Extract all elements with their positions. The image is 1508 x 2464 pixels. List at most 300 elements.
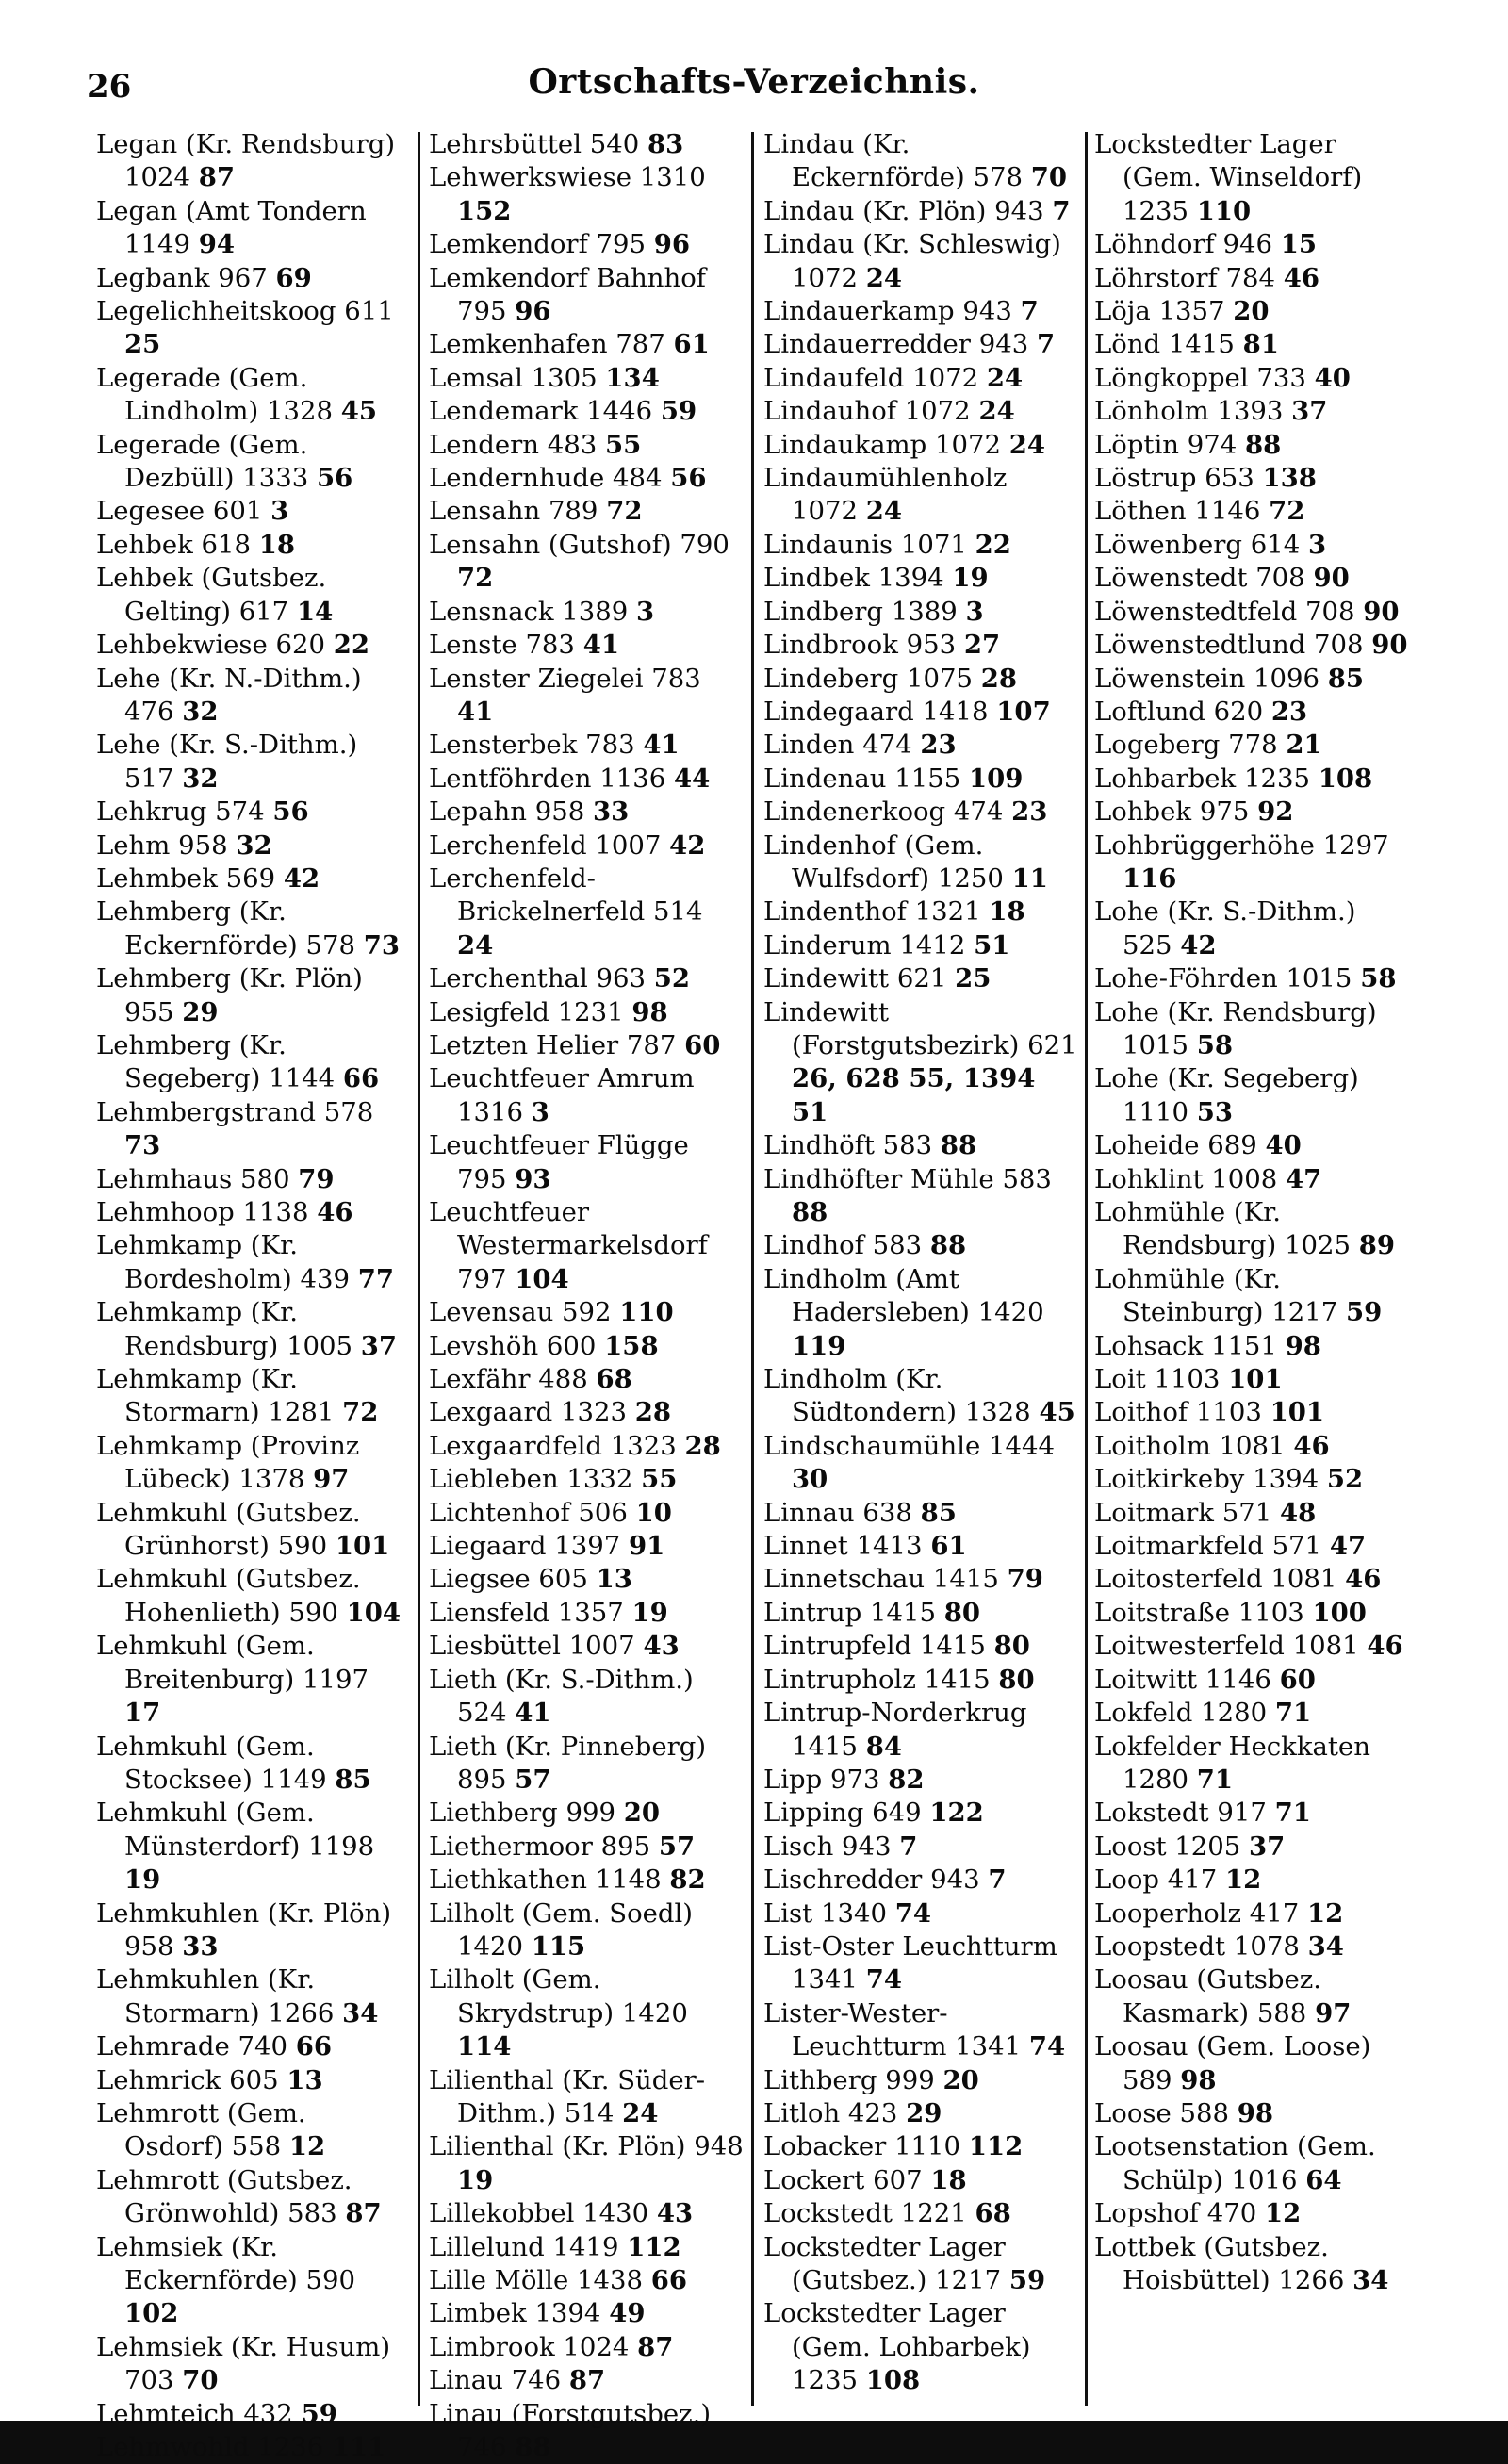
index-entry	[429, 596, 744, 629]
index-entry	[96, 562, 411, 629]
place-name: Lipping	[763, 1798, 864, 1829]
page-reference: 101	[335, 1531, 390, 1562]
index-entry	[96, 729, 411, 796]
index-entry	[96, 2164, 411, 2231]
index-entry	[1094, 1363, 1409, 1396]
index-entry	[429, 629, 744, 662]
page-reference: 61	[673, 329, 710, 360]
index-entry	[429, 1029, 744, 1062]
place-name: Lohbrüggerhöhe	[1094, 830, 1315, 861]
page-reference: 13	[287, 2064, 323, 2095]
page-reference: 26, 628 55, 1394 51	[792, 1063, 1036, 1127]
index-entry	[429, 395, 744, 428]
index-entry	[429, 328, 744, 361]
register-number: 1446	[586, 396, 653, 427]
index-entry	[96, 529, 411, 562]
place-name: Lexfähr	[429, 1364, 531, 1395]
index-entry	[763, 1530, 1078, 1563]
place-name: Lensahn (Gutshof)	[429, 529, 672, 560]
register-number: 943	[842, 1831, 892, 1862]
page-reference: 52	[653, 963, 691, 994]
register-number: 580	[240, 1163, 290, 1194]
page-reference: 115	[531, 1930, 586, 1962]
index-entry	[96, 2431, 411, 2464]
index-entry	[1094, 395, 1409, 428]
place-name: Lindau (Kr. Plön)	[763, 195, 987, 226]
register-number: 569	[225, 862, 276, 894]
index-entry	[1094, 596, 1409, 629]
register-number: 975	[1199, 797, 1250, 828]
register-number: 1072	[792, 496, 858, 527]
place-name: Lockstedter Lager (Gem. Winseldorf)	[1094, 129, 1363, 193]
page-reference: 45	[1039, 1397, 1075, 1428]
place-name: Lehmkamp (Kr. Rendsburg)	[96, 1297, 298, 1361]
register-number: 1310	[639, 162, 706, 193]
index-entry	[96, 663, 411, 730]
place-name: Lohe (Kr. S.-Dithm.)	[1094, 896, 1356, 928]
page-reference: 53	[1196, 1096, 1234, 1127]
register-number: 1418	[922, 696, 989, 727]
place-name: Loit	[1094, 1364, 1146, 1395]
page-reference: 56	[272, 797, 309, 828]
register-number: 484	[613, 463, 663, 494]
place-name: Loost	[1094, 1831, 1167, 1862]
register-number: 621	[1027, 1029, 1077, 1060]
index-entry	[1094, 1864, 1409, 1897]
page-reference: 21	[1286, 730, 1322, 761]
register-number: 1323	[560, 1397, 627, 1428]
register-number: 1332	[566, 1464, 633, 1495]
page-reference: 19	[124, 1864, 161, 1896]
page-number: 26	[87, 68, 132, 106]
index-entry	[429, 763, 744, 796]
page-reference: 114	[457, 2031, 512, 2062]
register-number: 590	[305, 2265, 356, 2295]
page-reference: 90	[1371, 630, 1408, 661]
index-entry	[763, 1764, 1078, 1797]
index-entry	[96, 1897, 411, 1964]
page-reference: 111	[332, 2432, 386, 2463]
place-name: Lentföhrden	[429, 763, 592, 794]
register-number: 1015	[1123, 1029, 1188, 1060]
page-reference: 42	[1180, 929, 1217, 961]
index-entry	[1094, 1697, 1409, 1730]
register-number: 1081	[1292, 1631, 1359, 1662]
index-entry	[763, 663, 1078, 696]
place-name: Liethermoor	[429, 1831, 593, 1862]
page-reference: 87	[637, 2331, 674, 2362]
place-name: Lemkenhafen	[429, 329, 608, 360]
index-entry	[96, 262, 411, 295]
page-reference: 7	[1020, 296, 1039, 327]
page-reference: 83	[647, 129, 684, 159]
place-name: List-Oster Leuchtturm	[763, 1930, 1057, 1962]
page-reference: 47	[1286, 1163, 1322, 1194]
register-number: 583	[1002, 1163, 1052, 1194]
index-entry	[429, 2398, 744, 2464]
register-number: 746	[457, 2432, 507, 2463]
place-name: Lillekobbel	[429, 2198, 575, 2229]
index-entry	[96, 295, 411, 362]
place-name: Linden	[763, 730, 855, 761]
index-entry	[1094, 1664, 1409, 1697]
register-number: 621	[896, 963, 947, 994]
page-reference: 51	[974, 929, 1010, 961]
register-number: 588	[1179, 2097, 1230, 2128]
register-number: 1149	[260, 1764, 327, 1795]
page-reference: 46	[1283, 262, 1320, 293]
register-number: 638	[862, 1497, 912, 1528]
place-name: Lohe (Kr. Segeberg)	[1094, 1063, 1359, 1094]
index-entry	[763, 1997, 1078, 2064]
page-reference: 87	[345, 2198, 382, 2229]
place-name: Lehmkamp (Provinz Lübeck)	[96, 1430, 360, 1495]
place-name: Lexgaard	[429, 1397, 553, 1428]
place-name: Legerade (Gem. Lindholm)	[96, 362, 308, 427]
place-name: Lensterbek	[429, 730, 578, 761]
register-number: 1297	[1322, 830, 1389, 861]
index-entry	[763, 1630, 1078, 1663]
index-entry	[429, 1363, 744, 1396]
index-entry	[429, 2264, 744, 2297]
register-number: 1198	[308, 1831, 375, 1862]
index-entry	[429, 1630, 744, 1663]
register-number: 1071	[900, 529, 967, 560]
index-column-4	[1094, 128, 1409, 2409]
place-name: Lockstedter Lager (Gem. Lohbarbek)	[763, 2298, 1031, 2362]
index-entry	[763, 1430, 1078, 1497]
page-reference: 3	[965, 596, 984, 627]
column-rule	[418, 132, 420, 2406]
register-number: 1394	[534, 2298, 601, 2329]
index-entry	[1094, 2030, 1409, 2097]
place-name: Legerade (Gem. Dezbüll)	[96, 429, 308, 494]
place-name: Levensau	[429, 1297, 554, 1328]
index-column-2	[429, 128, 744, 2463]
index-entry	[96, 1497, 411, 1564]
page-reference: 85	[1327, 663, 1365, 694]
index-entry	[1094, 1497, 1409, 1530]
register-number: 967	[218, 262, 268, 293]
register-number: 1415	[919, 1631, 986, 1662]
place-name: Lehmkamp (Kr. Bordesholm)	[96, 1230, 298, 1294]
register-number: 605	[229, 2064, 279, 2095]
register-number: 1397	[554, 1531, 621, 1562]
index-entry	[429, 1864, 744, 1897]
index-entry	[763, 1363, 1078, 1430]
page-reference: 13	[596, 1564, 632, 1595]
page-reference: 40	[1314, 362, 1351, 393]
register-number: 1412	[899, 929, 966, 961]
place-name: Lindenthof	[763, 896, 907, 928]
register-number: 476	[124, 696, 174, 727]
page-reference: 85	[920, 1497, 957, 1528]
page-reference: 17	[124, 1698, 161, 1729]
page-reference: 81	[1242, 329, 1279, 360]
index-entry	[96, 2097, 411, 2164]
place-name: Lintrup-Norderkrug	[763, 1698, 1027, 1729]
place-name: Löthen	[1094, 496, 1187, 527]
place-name: Löwenstedt	[1094, 563, 1248, 594]
page-reference: 3	[636, 596, 655, 627]
register-number: 1321	[914, 896, 981, 928]
register-number: 1413	[856, 1531, 923, 1562]
register-number: 1072	[792, 262, 858, 293]
place-name: Löwenstein	[1094, 663, 1246, 694]
register-number: 558	[231, 2131, 282, 2162]
page-reference: 101	[1228, 1364, 1283, 1395]
page-reference: 41	[457, 696, 494, 727]
page-reference: 25	[955, 963, 992, 994]
index-entry	[763, 195, 1078, 228]
index-entry	[96, 1963, 411, 2030]
register-number: 790	[680, 529, 729, 560]
index-entry	[96, 1096, 411, 1163]
index-entry	[1094, 1963, 1409, 2030]
register-number: 733	[1256, 362, 1306, 393]
index-entry	[763, 1229, 1078, 1262]
register-number: 973	[830, 1764, 880, 1795]
page-reference: 12	[1264, 2198, 1302, 2229]
page-reference: 7	[1052, 195, 1071, 226]
register-number: 1110	[1123, 1096, 1188, 1127]
place-name: Lohklint	[1094, 1163, 1204, 1194]
place-name: Lehmrick	[96, 2064, 221, 2095]
place-name: Legbank	[96, 262, 210, 293]
index-entry	[96, 195, 411, 262]
register-number: 1235	[1243, 763, 1310, 794]
register-number: 1016	[1231, 2164, 1298, 2195]
page-reference: 108	[865, 2365, 921, 2396]
index-entry	[763, 696, 1078, 729]
page-reference: 34	[342, 1997, 379, 2029]
place-name: Lehmkuhl (Gem. Breitenburg)	[96, 1631, 315, 1695]
index-entry	[96, 1163, 411, 1196]
register-number: 958	[178, 830, 228, 861]
page-reference: 112	[968, 2131, 1024, 2162]
place-name: Limbek	[429, 2298, 527, 2329]
place-name: Lenste	[429, 630, 517, 661]
page-reference: 7	[1036, 329, 1056, 360]
page-reference: 64	[1305, 2164, 1342, 2195]
place-name: Lehmhoop	[96, 1197, 235, 1227]
register-number: 423	[847, 2097, 898, 2128]
index-entry	[429, 462, 744, 495]
page-reference: 88	[929, 1230, 967, 1261]
register-number: 1015	[1286, 963, 1352, 994]
register-number: 784	[1225, 262, 1275, 293]
register-number: 795	[457, 296, 507, 327]
register-number: 1217	[935, 2265, 1002, 2295]
register-number: 689	[1207, 1130, 1257, 1161]
register-number: 1072	[912, 362, 979, 393]
register-number: 611	[344, 296, 394, 327]
index-entry	[96, 362, 411, 429]
page-reference: 97	[1315, 1997, 1352, 2029]
register-number: 1096	[1254, 663, 1320, 694]
register-number: 474	[862, 730, 912, 761]
page-reference: 134	[605, 362, 660, 393]
register-number: 1081	[1219, 1430, 1286, 1461]
page-reference: 22	[333, 630, 370, 661]
index-entry	[1094, 996, 1409, 1063]
index-entry	[763, 1897, 1078, 1930]
place-name: Linau	[429, 2365, 503, 2396]
page-reference: 82	[669, 1864, 706, 1896]
register-number: 1323	[610, 1430, 677, 1461]
page-reference: 32	[182, 763, 219, 794]
register-number: 1250	[937, 862, 1004, 894]
place-name: Lindauerredder	[763, 329, 971, 360]
page-reference: 34	[1352, 2265, 1389, 2295]
page-reference: 25	[124, 329, 161, 360]
index-entry	[763, 1697, 1078, 1764]
page-reference: 80	[993, 1631, 1030, 1662]
place-name: Lemkendorf	[429, 229, 588, 260]
register-number: 1420	[977, 1297, 1044, 1328]
page-reference: 7	[988, 1864, 1007, 1896]
place-name: Loitholm	[1094, 1430, 1211, 1461]
index-entry	[429, 1831, 744, 1864]
place-name: Lindegaard	[763, 696, 914, 727]
register-number: 1328	[267, 396, 333, 427]
register-number: 1144	[269, 1063, 336, 1094]
page-reference: 7	[899, 1831, 918, 1862]
register-number: 958	[534, 797, 585, 828]
index-entry	[96, 2064, 411, 2097]
page-reference: 37	[1249, 1831, 1286, 1862]
index-entry	[1094, 629, 1409, 662]
page-reference: 18	[930, 2164, 967, 2195]
register-number: 783	[585, 730, 635, 761]
page-reference: 66	[295, 2031, 333, 2062]
page-reference: 98	[1285, 1330, 1321, 1361]
register-number: 708	[1314, 630, 1364, 661]
page-reference: 18	[258, 529, 296, 560]
register-number: 789	[548, 496, 598, 527]
index-entry	[1094, 362, 1409, 395]
index-entry	[96, 1029, 411, 1096]
index-entry	[1094, 1930, 1409, 1963]
place-name: Lerchenthal	[429, 963, 588, 994]
place-name: Löstrup	[1094, 463, 1197, 494]
index-entry	[429, 2331, 744, 2364]
register-number: 601	[212, 496, 263, 527]
place-name: Lindaukamp	[763, 429, 927, 460]
page-reference: 98	[1180, 2064, 1217, 2095]
index-entry	[429, 2064, 744, 2131]
index-entry	[1094, 295, 1409, 328]
place-name: Lehbekwiese	[96, 630, 268, 661]
register-number: 488	[538, 1364, 588, 1395]
register-number: 590	[277, 1531, 328, 1562]
place-name: Liesbüttel	[429, 1631, 561, 1662]
register-number: 1393	[1217, 396, 1284, 427]
place-name: Lehmteich	[96, 2398, 236, 2429]
register-number: 600	[546, 1330, 597, 1361]
page-reference: 59	[660, 396, 697, 427]
page-reference: 20	[623, 1798, 661, 1829]
page-reference: 18	[989, 896, 1025, 928]
index-entry	[96, 796, 411, 829]
index-entry	[763, 328, 1078, 361]
page-reference: 101	[1270, 1397, 1325, 1428]
page-reference: 72	[606, 496, 643, 527]
register-number: 517	[124, 763, 174, 794]
index-entry	[1094, 1731, 1409, 1798]
page-reference: 33	[182, 1930, 219, 1962]
index-entry	[429, 2231, 744, 2264]
register-number: 708	[1255, 563, 1305, 594]
register-number: 963	[596, 963, 646, 994]
page-reference: 44	[673, 763, 711, 794]
index-entry	[763, 128, 1078, 195]
place-name: Loitmarkfeld	[1094, 1531, 1264, 1562]
place-name: Lindbek	[763, 563, 870, 594]
page-reference: 28	[980, 663, 1018, 694]
index-entry	[429, 1530, 744, 1563]
index-entry	[429, 2197, 744, 2230]
place-name: Lehmbek	[96, 862, 218, 894]
register-number: 1357	[557, 1597, 624, 1628]
page-reference: 102	[124, 2298, 179, 2329]
index-entry	[763, 1129, 1078, 1162]
register-number: 1389	[891, 596, 958, 627]
register-number: 955	[124, 996, 174, 1027]
place-name: Lieth (Kr. S.-Dithm.)	[429, 1664, 694, 1695]
page-reference: 58	[1196, 1029, 1234, 1060]
place-name: Lemsal	[429, 362, 523, 393]
index-entry	[1094, 1430, 1409, 1463]
index-entry	[429, 128, 744, 161]
page-reference: 37	[360, 1330, 397, 1361]
index-entry	[763, 2064, 1078, 2097]
register-number: 703	[124, 2365, 174, 2396]
index-entry	[429, 796, 744, 829]
index-entry	[429, 262, 744, 329]
register-number: 649	[872, 1798, 922, 1829]
index-entry	[1094, 495, 1409, 528]
index-entry	[429, 862, 744, 962]
register-number: 1415	[932, 1564, 999, 1595]
place-name: Liebleben	[429, 1464, 559, 1495]
index-entry	[96, 2398, 411, 2431]
index-entry	[429, 962, 744, 995]
register-number: 506	[578, 1497, 628, 1528]
register-number: 917	[1217, 1798, 1267, 1829]
index-entry	[1094, 729, 1409, 762]
index-entry	[763, 1864, 1078, 1897]
register-number: 795	[457, 1163, 507, 1194]
register-number: 1148	[595, 1864, 662, 1896]
place-name: Lindeberg	[763, 663, 899, 694]
register-number: 708	[1305, 596, 1355, 627]
place-name: Lehmberg (Kr. Eckernförde)	[96, 896, 298, 961]
index-entry	[1094, 2097, 1409, 2130]
place-name: Lindaufeld	[763, 362, 905, 393]
page-reference: 12	[1306, 1897, 1344, 1929]
place-name: Löptin	[1094, 429, 1179, 460]
index-entry	[1094, 830, 1409, 896]
page-reference: 116	[1123, 862, 1177, 894]
place-name: Lokfeld	[1094, 1698, 1193, 1729]
index-entry	[763, 962, 1078, 995]
register-number: 943	[930, 1864, 980, 1896]
index-entry	[429, 1463, 744, 1496]
page-reference: 19	[952, 563, 989, 594]
place-name: Leuchtfeuer Amrum	[429, 1063, 695, 1094]
index-entry	[763, 2231, 1078, 2298]
